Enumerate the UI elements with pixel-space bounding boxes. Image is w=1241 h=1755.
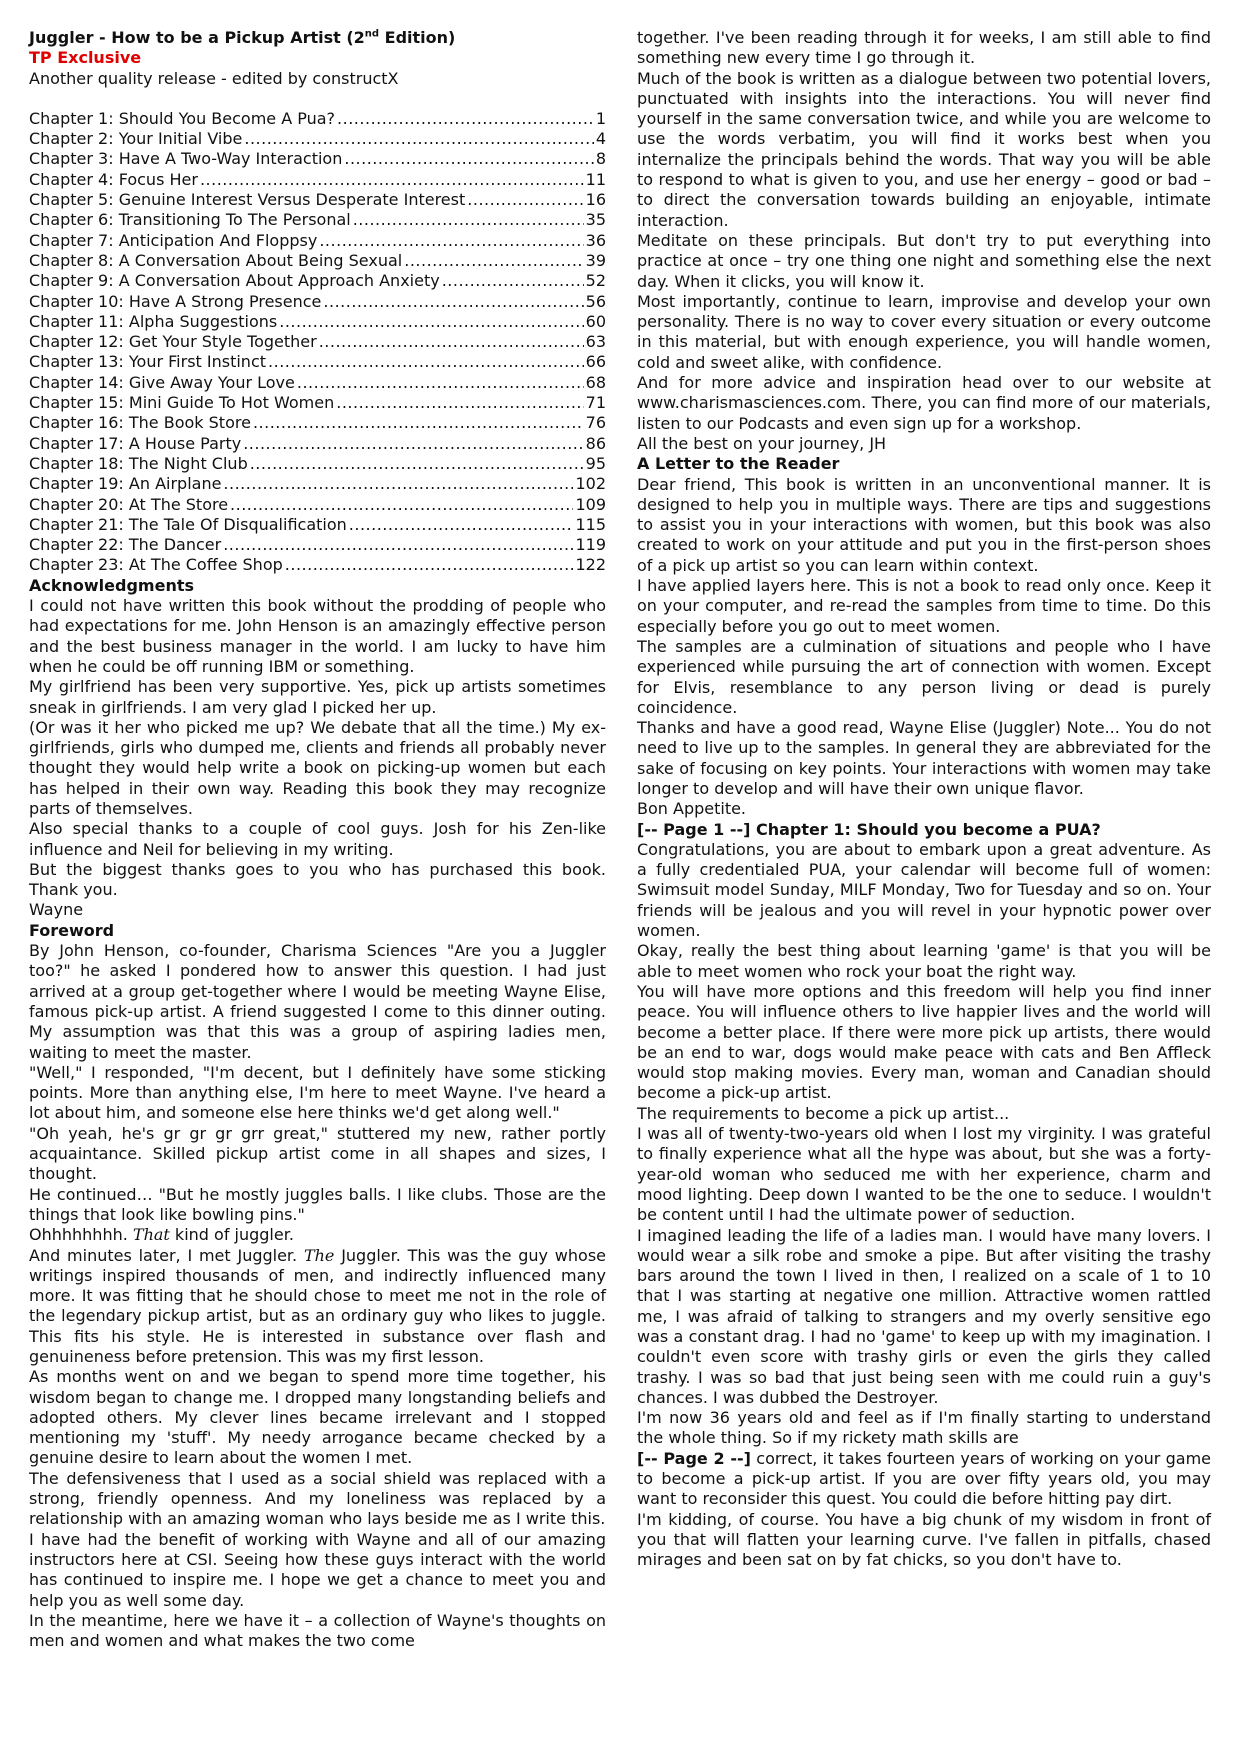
toc-entry[interactable]: Chapter 19: An Airplane ..... 102 <box>29 474 606 494</box>
tp-exclusive-label: TP Exclusive <box>29 48 142 68</box>
paragraph: Ohhhhhhhh. That kind of juggler. <box>29 1225 294 1245</box>
paragraph: "Oh yeah, he's gr gr gr grr great," stuttered my new, rather portly acquaintance. Skilled pickup artist come in all shapes and sizes, I thought. <box>29 1123 606 1184</box>
paragraph: I imagined leading the life of a ladies man. I would have many lovers. I would wear a silk robe and smoke a pipe. But after visiting the trashy bars around the town I lived in then, I realized on a scale of 1 to 10 that I was starting at negative one million. Attractive women rattled me, I was afraid of talking to strangers and my overly sensitive ego was a constant drag. I had no 'game' to keep up with my imagination. I couldn't even score with trashy girls or even the girls they called trashy. I was so bad that just being seen with me could ruin a guy's chances. I was dubbed the Destroyer. <box>637 1225 1211 1407</box>
paragraph: Meditate on these principals. But don't try to put everything into practice at once – try one thing one night and something else the next day. When it clicks, you will know it. <box>637 230 1211 291</box>
foreword-heading: Foreword <box>29 920 115 940</box>
toc-entry[interactable]: Chapter 15: Mini Guide To Hot Women ..... 71 <box>29 393 606 413</box>
paragraph: And minutes later, I met Juggler. The Juggler. This was the guy whose writings inspired thousands of men, and indirectly influenced many more. It was fitting that he should chose to meet me not in the role of the legendary pickup artist, but as an ordinary guy who likes to juggle. This fits his style. He is interested in substance over flash and genuineness before pretension. This was my first lesson. <box>29 1245 607 1366</box>
toc-entry[interactable]: Chapter 23: At The Coffee Shop ..... 122 <box>29 555 606 575</box>
toc-entry[interactable]: Chapter 18: The Night Club ..... 95 <box>29 454 606 474</box>
left-column <box>29 28 606 1651</box>
toc-entry[interactable]: Chapter 16: The Book Store ..... 76 <box>29 413 606 433</box>
paragraph: Also special thanks to a couple of cool guys. Josh for his Zen-like influence and Neil for believing in my writing. <box>29 819 606 859</box>
paragraph: You will have more options and this freedom will help you find inner peace. You will influence others to live happier lives and the world will become a better place. If there were more pick up artists, there would be an end to war, dogs would make peace with cats and Ben Affleck would stop making movies. Every man, woman and Canadian should become a pick-up artist. <box>637 981 1211 1103</box>
toc-entry[interactable]: Chapter 10: Have A Strong Presence ..... 56 <box>29 292 606 312</box>
paragraph: I could not have written this book without the prodding of people who had expectations for me. John Henson is an amazingly effective person and the best business manager in the world. I am lucky to have him when he could be off running IBM or something. <box>29 596 606 676</box>
toc-entry[interactable]: Chapter 17: A House Party ..... 86 <box>29 434 606 454</box>
toc-entry[interactable]: Chapter 5: Genuine Interest Versus Desperate Interest ..... 16 <box>29 190 606 210</box>
toc-entry[interactable]: Chapter 7: Anticipation And Floppsy ..... 36 <box>29 231 606 251</box>
paragraph: Dear friend, This book is written in an unconventional manner. It is designed to help you in multiple ways. There are tips and suggestions to assist you in your interactions with women, but this book was also created to work on your attitude and put you in the first-person shoes of a pick up artist so you can learn within context. <box>637 474 1211 575</box>
paragraph: Bon Appetite. <box>637 799 747 819</box>
paragraph: The requirements to become a pick up artist... <box>637 1103 1010 1123</box>
document-title: Juggler - How to be a Pickup Artist (2nd Edition) <box>29 28 456 47</box>
letter-heading: A Letter to the Reader <box>637 454 840 474</box>
toc-entry[interactable]: Chapter 1: Should You Become A Pua? ..... 1 <box>29 109 606 129</box>
paragraph: All the best on your journey, JH <box>637 433 887 453</box>
paragraph: But the biggest thanks goes to you who has purchased this book. Thank you. <box>29 859 606 900</box>
paragraph: And for more advice and inspiration head over to our website at www.charismasciences.com. There, you can find more of our materials, listen to our Podcasts and even sign up for a workshop. <box>637 373 1211 433</box>
toc-entry[interactable]: Chapter 2: Your Initial Vibe ..... 4 <box>29 129 606 149</box>
release-note: Another quality release - edited by constructX <box>29 68 399 88</box>
paragraph: As months went on and we began to spend more time together, his wisdom began to change me. I dropped many longstanding beliefs and adopted others. My clever lines became irrelevant and I stopped mentioning my 'stuff'. My needy arrogance became checked by a genuine desire to learn about the women I met. <box>29 1367 606 1468</box>
paragraph: (Or was it her who picked me up? We debate that all the time.) My ex-girlfriends, girls who dumped me, clients and friends all probably never thought they would help write a book on picking-up women but each has helped in their own way. Reading this book they may recognize parts of themselves. <box>29 717 606 818</box>
paragraph: [-- Page 2 --] correct, it takes fourteen years of working on your game to become a pick-up artist. If you are over fifty years old, you may want to reconsider this quest. You could die before hitting pay dirt. <box>637 1448 1211 1509</box>
page-marker: [-- Page 2 --] <box>637 1448 751 1468</box>
paragraph: I was all of twenty-two-years old when I lost my virginity. I was grateful to finally experience what all the hype was about, but she was a forty-year-old woman who seduced me with her experience, charm and mood lighting. Deep down I wanted to be the one to seduce. I wouldn't be content until I had the ultimate power of seduction. <box>637 1124 1211 1225</box>
paragraph: In the meantime, here we have it – a collection of Wayne's thoughts on men and women and what makes the two come <box>29 1610 606 1651</box>
toc-entry[interactable]: Chapter 20: At The Store ..... 109 <box>29 495 606 515</box>
right-column <box>637 28 1211 1571</box>
toc-entry[interactable]: Chapter 9: A Conversation About Approach Anxiety ..... 52 <box>29 271 606 291</box>
paragraph: Wayne <box>29 900 84 920</box>
paragraph: He continued… "But he mostly juggles balls. I like clubs. Those are the things that look like bowling pins." <box>29 1184 606 1224</box>
paragraph: Most importantly, continue to learn, improvise and develop your own personality. There is no way to cover every situation or every outcome in this material, but with enough experience, you will handle women, cold and sweet alike, with confidence. <box>637 291 1211 372</box>
toc-entry[interactable]: Chapter 21: The Tale Of Disqualification ..... 115 <box>29 515 606 535</box>
paragraph: I have had the benefit of working with Wayne and all of our amazing instructors here at CSI. Seeing how these guys interact with the world has continued to inspire me. I hope we get a chance to meet you and help you as well some day. <box>29 1529 606 1610</box>
paragraph: The samples are a culmination of situations and people who I have experienced while pursuing the art of connection with women. Except for Elvis, resemblance to any person living or dead is purely coincidence. <box>637 636 1211 717</box>
paragraph: together. I've been reading through it for weeks, I am still able to find something new every time I go through it. <box>637 28 1211 68</box>
table-of-contents <box>29 109 606 576</box>
paragraph: Much of the book is written as a dialogue between two potential lovers, punctuated with insights into the interactions. You will never find yourself in the same conversation twice, and while you are welcome to use the words verbatim, you will find it works best when you internalize the principals behind the words. That way you will be able to respond to what is given to you, and use her energy – good or bad – to direct the conversation towards building an enjoyable, intimate interaction. <box>637 68 1211 230</box>
toc-entry[interactable]: Chapter 4: Focus Her ..... 11 <box>29 170 606 190</box>
paragraph: Okay, really the best thing about learning 'game' is that you will be able to meet women who rock your boat the right way. <box>637 941 1211 981</box>
toc-entry[interactable]: Chapter 8: A Conversation About Being Sexual ..... 39 <box>29 251 606 271</box>
toc-entry[interactable]: Chapter 12: Get Your Style Together ..... 63 <box>29 332 606 352</box>
paragraph: "Well," I responded, "I'm decent, but I definitely have some sticking points. More than anything else, I'm here to meet Wayne. I've heard a lot about him, and someone else here thinks we'd get along well." <box>29 1062 606 1123</box>
paragraph: The defensiveness that I used as a social shield was replaced with a strong, friendly openness. And my loneliness was replaced by a relationship with an amazing woman who lays beside me as I write this. <box>29 1468 606 1529</box>
paragraph: My girlfriend has been very supportive. Yes, pick up artists sometimes sneak in girlfriends. I am very glad I picked her up. <box>29 677 606 717</box>
toc-entry[interactable]: Chapter 13: Your First Instinct ..... 66 <box>29 352 606 372</box>
paragraph: Congratulations, you are about to embark upon a great adventure. As a fully credentialed PUA, your calendar will become full of women: Swimsuit model Sunday, MILF Monday, Two for Tuesday and so on. Your friends will be jealous and you will revel in your hypnotic power over women. <box>637 839 1211 941</box>
toc-entry[interactable]: Chapter 6: Transitioning To The Personal ..... 35 <box>29 210 606 230</box>
toc-entry[interactable]: Chapter 3: Have A Two-Way Interaction ..... 8 <box>29 149 606 169</box>
acknowledgments-heading: Acknowledgments <box>29 575 194 595</box>
paragraph: By John Henson, co-founder, Charisma Sciences "Are you a Juggler too?" he asked I pondered how to answer this question. I had just arrived at a group get-together where I would be meeting Wayne Elise, famous pick-up artist. A friend suggested I come to this dinner outing. My assumption was that this was a group of aspiring ladies men, waiting to meet the master. <box>29 941 606 1062</box>
paragraph: I have applied layers here. This is not a book to read only once. Keep it on your computer, and re-read the samples from time to time. Do this especially before you go out to meet women. <box>637 576 1211 636</box>
paragraph: I'm kidding, of course. You have a big chunk of my wisdom in front of you that will flatten your learning curve. I've fallen in pitfalls, chased mirages and been sat on by fat chicks, so you don't have to. <box>637 1509 1211 1570</box>
toc-entry[interactable]: Chapter 22: The Dancer ..... 119 <box>29 535 606 555</box>
toc-entry[interactable]: Chapter 11: Alpha Suggestions ..... 60 <box>29 312 606 332</box>
toc-entry[interactable]: Chapter 14: Give Away Your Love ..... 68 <box>29 373 606 393</box>
chapter-1-heading: [-- Page 1 --] Chapter 1: Should you become a PUA? <box>637 819 1101 839</box>
paragraph: I'm now 36 years old and feel as if I'm finally starting to understand the whole thing. So if my rickety math skills are <box>637 1408 1211 1448</box>
paragraph: Thanks and have a good read, Wayne Elise (Juggler) Note... You do not need to live up to the samples. In general they are abbreviated for the sake of focusing on key points. Your interactions with women may take longer to develop and will have their own unique flavor. <box>637 718 1211 798</box>
